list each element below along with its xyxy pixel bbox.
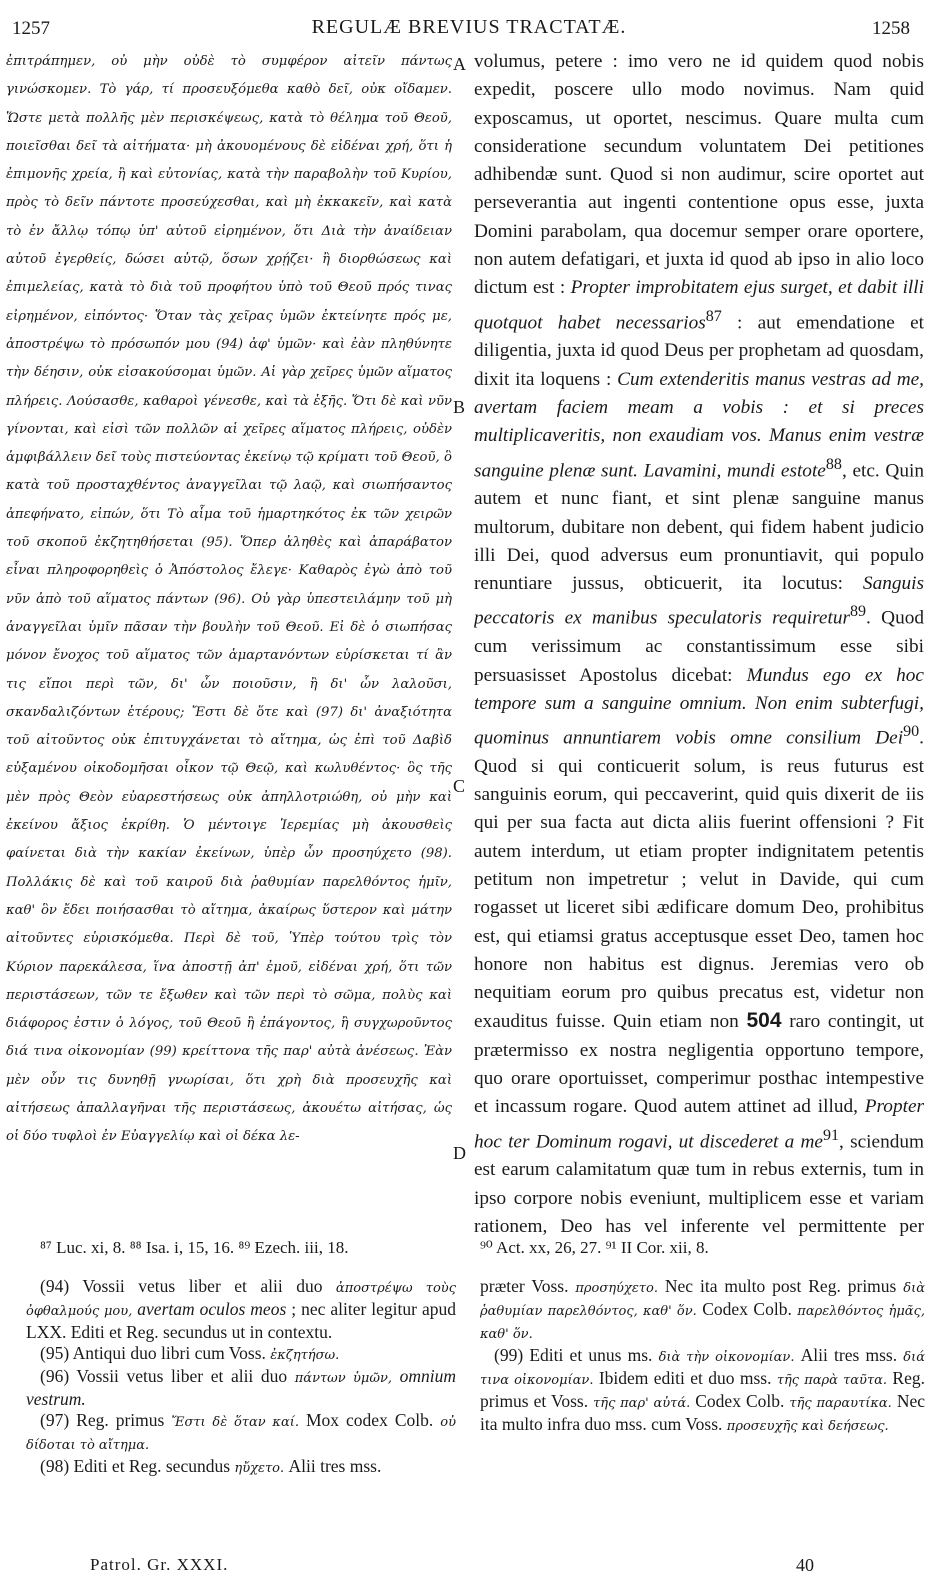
note-95: (95) Antiqui duo libri cum Voss. ἐκζητήσω. xyxy=(40,1343,340,1363)
note-94: (94) Vossii vetus liber et alii duo ἀποστρέψω τοὺς ὀφθαλμούς μου, avertam oculos meos ; nec aliter legitur apud LXX. Editi et Reg. secundus ut in contextu. xyxy=(26,1276,456,1342)
running-title: REGULÆ BREVIUS TRACTATÆ. xyxy=(311,16,627,38)
footnote-marker: 88 xyxy=(825,455,842,473)
edition-page-number: 504 xyxy=(746,1009,782,1033)
quote-text: Mundus ego ex hoc tempore sum a sanguine omnium. Non enim subterfugi, quominus annuntiarem vobis omne consilium Dei xyxy=(474,664,924,749)
critical-notes-left xyxy=(26,1276,456,1479)
sheet-number: 40 xyxy=(796,1555,814,1575)
margin-letter-c: C xyxy=(453,776,466,796)
note-99: (99) Editi et unus ms. διὰ τὴν οἰκονομίαν. Alii tres mss. διά τινα οἰκονομίαν. Ibidem editi et duo mss. τῆς παρὰ ταῦτα. Reg. primus et Voss. τῆς παρ' αὐτά. Codex Colb. τῆς παραυτίκα. Nec ita multo infra duo mss. cum Voss. προσευχῆς καὶ δεήσεως. xyxy=(480,1345,925,1434)
latin-text: . Quod si qui conticuerit solum, is reus futurus est sanguinis eorum, qui peccaverint, quid quis dixerit de iis qui per sua facta aut dicta aliis fuerint offensioni ? Fit autem interdum, ut etiam propter indignitatem petentis petitum non impetretur ; velut in Davide, qui cum rogasset ut liceret sibi ædificare domum Deo, prohibitus est, qui etiamsi gratus acceptusque esset Deo, tamen hoc honore non habitus est dignus. Jeremias vero ob nequitiam eorum pro quibus precatus est, videtur non exauditus fuisse. Quin etiam non xyxy=(474,727,924,1033)
latin-paragraph xyxy=(474,48,924,1238)
scripture-refs-right: ⁹⁰ Act. xx, 26, 27. ⁹¹ II Cor. xii, 8. xyxy=(480,1238,709,1257)
footnote-marker: 91 xyxy=(822,1126,840,1144)
latin-text: volumus, petere : imo vero ne id quidem quod nobis expedit, poscere ullo modo novimus. Nam quid exposcamus, ut oportet, nescimus. Quare multa cum consideratione secundum voluntatem Dei petitiones adhibendæ sunt. Quod si non audimur, scire oportet aut perseverantia aut ingenti contentione opus esse, juxta Domini parabolam, qua docemur semper orare oportere, non autem defatigari, et juxta id quod ab ipso in alio loco dictum est : xyxy=(474,51,924,299)
series-signature: Patrol. Gr. XXXI. xyxy=(90,1555,229,1574)
latin-text: , etc. Quin autem et nunc fiant, et sint plenæ sanguine manus multorum, dubitare non debent, qui fidem habent judicio illi Dei, quod adversus eum pronuntiavit, qui populo renuntiare jussus, obticuerit, ita locutus: xyxy=(474,460,924,595)
footnote-marker: 89 xyxy=(849,603,867,621)
margin-letter-d: D xyxy=(453,1143,466,1163)
right-column-number: 1258 xyxy=(872,18,910,39)
scripture-refs-left: ⁸⁷ Luc. xi, 8. ⁸⁸ Isa. i, 15, 16. ⁸⁹ Ezech. iii, 18. xyxy=(40,1238,349,1257)
latin-text: raro contingit, ut prætermisso ex nostra negligentia opportuno tempore, quo orare oportuisset, comperimur posthac intempestive et incassum rogare. Quod autem attinet ad illud, xyxy=(474,1011,924,1118)
note-98-continued: præter Voss. προσηύχετο. Nec ita multo post Reg. primus διὰ ῥαθυμίαν παρελθόντος, καθ' ὅν. Codex Colb. παρελθόντος ἡμᾶς, καθ' ὅν. xyxy=(480,1276,925,1342)
greek-text-column xyxy=(6,48,452,1238)
page-header xyxy=(6,12,932,44)
critical-notes-right xyxy=(480,1276,925,1437)
latin-text-column xyxy=(474,48,924,1238)
footnote-marker: 90 xyxy=(903,723,920,741)
quote-text: Cum extenderitis manus vestras ad me, avertam faciem meam a vobis : et si preces multiplicaveritis, non exaudiam vos. Manus enim vestræ sanguine plenæ sunt. Lavamini, mundi estote xyxy=(474,368,924,481)
quote-text: Sanguis peccatoris ex manibus speculatoris requiretur xyxy=(474,573,924,629)
margin-letter-b: B xyxy=(453,397,466,417)
latin-text: : aut emendatione et diligentia, juxta id quod Deus per prophetam ad quosdam, dixit ita loquens : xyxy=(474,312,924,390)
note-98: (98) Editi et Reg. secundus ηὔχετο. Alii tres mss. xyxy=(40,1456,382,1476)
note-96: (96) Vossii vetus liber et alii duo πάντων ὑμῶν, omnium vestrum. xyxy=(26,1366,457,1409)
latin-text: , sciendum est earum calamitatum quæ tum in rebus externis, tum in ipso corpore nobis eveniunt, multiplicem esse et variam rationem, Deo has vel inferente vel permittente per xyxy=(474,1131,924,1237)
quote-text: Propter improbitatem ejus surget, et dabit illi quotquot habet necessarios xyxy=(474,277,924,334)
left-column-number: 1257 xyxy=(12,18,50,39)
greek-paragraph: ἐπιτράπημεν, οὐ μὴν οὐδὲ τὸ συμφέρον αἰτεῖν πάντως γινώσκομεν. Τὸ γάρ, τί προσευξόμεθα καθὸ δεῖ, οὐκ οἴδαμεν. Ὥστε μετὰ πολλῆς μὲν περισκέψεως, κατὰ τὸ θέλημα τοῦ Θεοῦ, ποιεῖσθαι δεῖ τὰ αἰτήματα· μὴ ἀκουομένους δὲ εἰδέναι χρή, ὅτι ἡ ἐπιμονῆς χρεία, ἢ καὶ εὐτονίας, κατὰ τὴν παραβολὴν τοῦ Κυρίου, πρὸς τὸ δεῖν πάντοτε προσεύχεσθαι, καὶ μὴ ἐκκακεῖν, καὶ κατὰ τὸ ἐν ἄλλῳ τόπῳ ὑπ' αὐτοῦ εἰρημένον, ὅτι Διὰ τὴν ἀναίδειαν αὐτοῦ ἐγερθείς, δώσει αὐτῷ, ὅσων χρῄζει· ἢ διορθώσεως καὶ ἐπιμελείας, κατὰ τὸ διὰ τοῦ προφήτου ὑπὸ τοῦ Θεοῦ πρός τινας εἰρημένον, εἰπόντος· Ὅταν τὰς χεῖρας ὑμῶν ἐκτείνητε πρός με, ἀποστρέψω τὸ πρόσωπόν μου (94) ἀφ' ὑμῶν· καὶ ἐὰν πληθύνητε τὴν δέησιν, οὐκ εἰσακούσομαι ὑμῶν. Αἱ γὰρ χεῖρες ὑμῶν αἵματος πλήρεις. Λούσασθε, καθαροὶ γένεσθε, καὶ τὰ ἑξῆς. Ὅτι δὲ καὶ νῦν γίνονται, καὶ εἰσὶ τῶν πολλῶν αἱ χεῖρες αἵματος πλήρεις, οὐδὲν ἀμφιβάλλειν δεῖ τοὺς πιστεύοντας ἐκείνῳ τῷ κρίματι τοῦ Θεοῦ, ὃ κατὰ τοῦ προσταχθέντος ἀναγγεῖλαι τῷ λαῷ, καὶ σιωπήσαντος ἀπεφήνατο, εἰπών, ὅτι Τὸ αἷμα τοῦ ἡμαρτηκότος ἐκ τῶν χειρῶν τοῦ σκοποῦ ἐκζητηθήσεται (95). Ὅπερ ἀληθὲς καὶ ἀπαράβατον εἶναι πληροφορηθεὶς ὁ Ἀπόστολος ἔλεγε· Καθαρὸς ἐγὼ ἀπὸ τοῦ νῦν ἀπὸ τοῦ αἵματος πάντων (96). Οὐ γὰρ ὑπεστειλάμην τοῦ μὴ ἀναγγεῖλαι ὑμῖν πᾶσαν τὴν βουλὴν τοῦ Θεοῦ. Εἰ δὲ ὁ σιωπήσας μόνον ἔνοχος τοῦ αἵματος τῶν ἁμαρτανόντων εὑρίσκεται τί ἂν τις εἴποι περὶ τῶν, δι' ὧν ποιοῦσιν, ἢ δι' ὧν λαλοῦσι, σκανδαλιζόντων ἑτέρους; Ἔστι δὲ ὅτε καὶ (97) δι' ἀναξιότητα τοῦ αἰτοῦντος οὐκ ἐπιτυγχάνεται τὸ αἴτημα, ὡς ἐπὶ τοῦ Δαβὶδ εὐξαμένου οἰκοδομῆσαι οἶκον τῷ Θεῷ, καὶ κωλυθέντος· ὃς τῆς μὲν πρὸς Θεὸν εὐαρεστήσεως οὐκ ἀπηλλοτριώθη, οὐ μὴν καὶ ἐκείνου ἄξιος ἐκρίθη. Ὁ μέντοιγε Ἱερεμίας μὴ ἀκουσθεὶς φαίνεται διὰ τὴν κακίαν ἐκείνων, ὑπὲρ ὧν προσηύχετο (98). Πολλάκις δὲ καὶ τοῦ καιροῦ διὰ ῥαθυμίαν παρελθόντος ἡμῖν, καθ' ὃν ἔδει ποιήσασθαι τὸ αἴτημα, ἀκαίρως ὕστερον καὶ μάτην αἰτοῦντες εὑρισκόμεθα. Περὶ δὲ τοῦ, Ὑπὲρ τούτου τρὶς τὸν Κύριον παρεκάλεσα, ἵνα ἀποστῇ ἀπ' ἐμοῦ, εἰδέναι χρή, ὅτι τῶν περιστάσεων, τῶν τε ἔξωθεν καὶ τῶν περὶ τὸ σῶμα, πολὺς καὶ διάφορος ἐστιν ὁ λόγος, τοῦ Θεοῦ ἢ ἐπάγοντος, ἢ συγχωροῦντος διά τινα οἰκονομίαν (99) κρείττονα τῆς παρ' αὐτὰ ἀνέσεως. Ἐὰν μὲν οὖν τις δυνηθῇ γνωρίσαι, ὅτι χρὴ διὰ προσευχῆς καὶ αἰτήσεως ἀπαλλαγῆναι τῆς περιστάσεως, ἀκουέτω αἰτήσας, ὡς οἱ δύο τυφλοὶ ἐν Εὐαγγελίῳ καὶ οἱ δέκα λε- xyxy=(6,54,452,1145)
latin-text: . Quod cum verissimum ac constantissimum esse sibi persuasisset Apostolus dicebat: xyxy=(474,607,924,686)
margin-letter-a: A xyxy=(453,54,466,74)
footnote-marker: 87 xyxy=(705,307,722,325)
quote-text: Propter hoc ter Dominum rogavi, ut discederet a me xyxy=(474,1096,924,1153)
note-97: (97) Reg. primus Ἔστι δὲ ὅταν καί. Mox codex Colb. οὐ δίδοται τὸ αἴτημα. xyxy=(26,1410,456,1453)
